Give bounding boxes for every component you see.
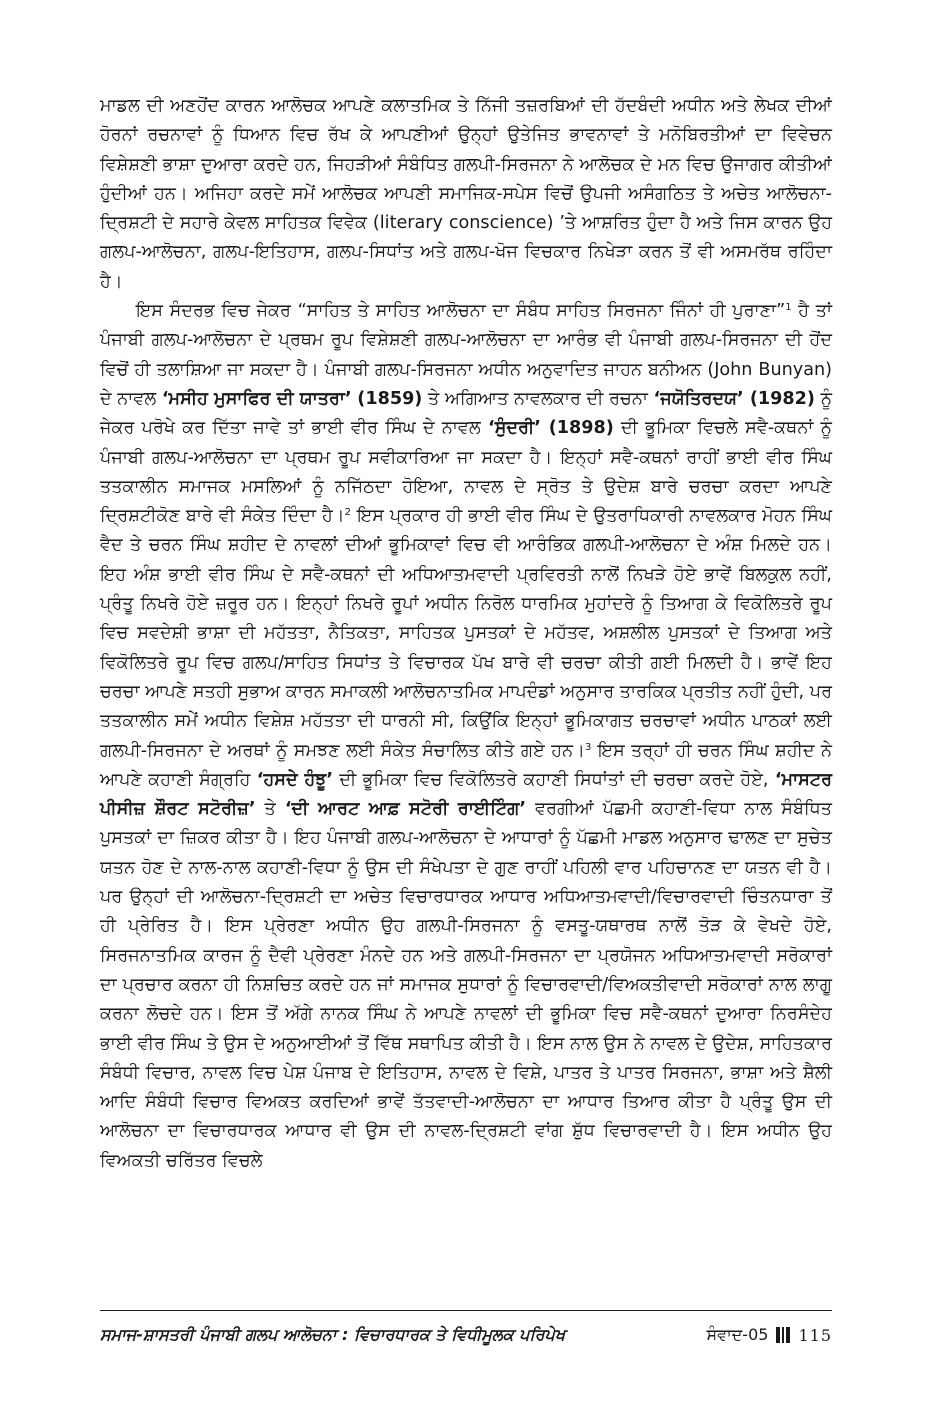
text-run: ਹੈ ਤਾਂ ਪੰਜਾਬੀ ਗਲਪ-ਆਲੋਚਨਾ ਦੇ ਪ੍ਰਥਮ ਰੂਪ ਵਿਸ਼ੇਸ਼ਣੀ ਗਲਪ-ਆਲੋਚਨਾ ਦਾ ਆਰੰਭ ਵੀ ਪੰਜਾਬੀ ਗਲਪ-ਸਿਰਜਨਾ ਦੀ ਹੋਂਦ ਵਿਚੋਂ ਹੀ ਤਲਾਸ਼ਿਆ ਜਾ ਸਕਦਾ ਹੈ। ਪੰਜਾਬੀ ਗਲਪ-ਸਿਰਜਨਾ ਅਧੀਨ ਅਨੁਵਾਦਿਤ ਜਾਹਨ ਬਨੀਅਨ (John Bunyan) ਦੇ ਨਾਵਲ: [100, 301, 833, 409]
text-run: ਨੂੰ ਜੇਕਰ ਪਰੋਖੇ ਕਰ ਦਿੱਤਾ ਜਾਵੇ ਤਾਂ ਭਾਈ ਵੀਰ ਸਿੰਘ ਦੇ ਨਾਵਲ: [100, 388, 832, 439]
book-title-4: ‘ਹਸਦੇ ਹੰਝੂ’: [256, 769, 334, 790]
text-run: ਇਸ ਤਰ੍ਹਾਂ ਹੀ ਚਰਨ ਸਿੰਘ ਸ਼ਹੀਦ ਨੇ ਆਪਣੇ ਕਹਾਣੀ ਸੰਗ੍ਰਹਿ: [100, 740, 832, 790]
footnote-ref-1: 1: [785, 302, 792, 314]
running-title: ਸਮਾਜ-ਸ਼ਾਸਤਰੀ ਪੰਜਾਬੀ ਗਲਪ ਆਲੋਚਨਾ : ਵਿਚਾਰਧਾਰਕ ਤੇ ਵਿਧੀਮੂਲਕ ਪਰਿਪੇਖ: [100, 1325, 566, 1344]
page-footer: [100, 1320, 832, 1350]
body-text: [100, 92, 832, 1176]
text-run: ਤੇ: [255, 799, 285, 820]
paragraph-1: [100, 92, 832, 297]
text-run: ਦੀ ਭੂਮਿਕਾ ਵਿਚ ਵਿਕੋਲਿਤਰੇ ਕਹਾਣੀ ਸਿਧਾਂਤਾਂ ਦੀ ਚਰਚਾ ਕਰਦੇ ਹੋਏ,: [333, 769, 775, 790]
book-title-2: ‘ਜਯੋਤਿਰਦਯ’ (1982): [653, 388, 815, 409]
footer-divider: [100, 1310, 832, 1311]
book-title-1: ‘ਮਸੀਹ ਮੁਸਾਫਿਰ ਦੀ ਯਾਤਰਾ’: [161, 388, 352, 409]
book-title-5: ‘ਮਾਸਟਰ ਪੀਸੀਜ਼ ਸ਼ੌਰਟ ਸਟੋਰੀਜ਼’: [100, 769, 833, 820]
vertical-bars-icon: [776, 1327, 790, 1343]
text-run: ਇਸ ਸੰਦਰਭ ਵਿਚ ਜੇਕਰ “ਸਾਹਿਤ ਤੇ ਸਾਹਿਤ ਆਲੋਚਨਾ ਦਾ ਸੰਬੰਧ ਸਾਹਿਤ ਸਿਰਜਨਾ ਜਿੰਨਾਂ ਹੀ ਪੁਰਾਣਾ”: [136, 301, 786, 322]
page-number: 115: [798, 1325, 832, 1345]
book-title-3: ‘ਸੁੰਦਰੀ’ (1898): [488, 418, 614, 439]
footnote-ref-2: 2: [344, 507, 351, 519]
footer-right: [706, 1325, 832, 1345]
text-run: ਵਰਗੀਆਂ ਪੱਛਮੀ ਕਹਾਣੀ-ਵਿਧਾ ਨਾਲ ਸੰਬੰਧਿਤ ਪੁਸਤਕਾਂ ਦਾ ਜ਼ਿਕਰ ਕੀਤਾ ਹੈ। ਇਹ ਪੰਜਾਬੀ ਗਲਪ-ਆਲੋਚਨਾ ਦੇ ਆਧਾਰਾਂ ਨੂੰ ਪੱਛਮੀ ਮਾਡਲ ਅਨੁਸਾਰ ਢਾਲਣ ਦਾ ਸੁਚੇਤ ਯਤਨ ਹੋਣ ਦੇ ਨਾਲ-ਨਾਲ ਕਹਾਣੀ-ਵਿਧਾ ਨੂੰ ਉਸ ਦੀ ਸੰਖੇਪਤਾ ਦੇ ਗੁਣ ਰਾਹੀਂ ਪਹਿਲੀ ਵਾਰ ਪਹਿਚਾਨਣ ਦਾ ਯਤਨ ਵੀ ਹੈ। ਪਰ ਉਨ੍ਹਾਂ ਦੀ ਆਲੋਚਨਾ-ਦ੍ਰਿਸ਼ਟੀ ਦਾ ਅਚੇਤ ਵਿਚਾਰਧਾਰਕ ਆਧਾਰ ਅਧਿਆਤਮਵਾਦੀ/ਵਿਚਾਰਵਾਦੀ ਚਿੰਤਨਧਾਰਾ ਤੋਂ ਹੀ ਪ੍ਰੇਰਿਤ ਹੈ। ਇਸ ਪ੍ਰੇਰਣਾ ਅਧੀਨ ਉਹ ਗਲਪੀ-ਸਿਰਜਨਾ ਨੂੰ ਵਸਤੂ-ਯਥਾਰਥ ਨਾਲੋਂ ਤੋੜ ਕੇ ਵੇਖਦੇ ਹੋਏ, ਸਿਰਜਨਾਤਮਿਕ ਕਾਰਜ ਨੂੰ ਦੈਵੀ ਪ੍ਰੇਰਣਾ ਮੰਨਦੇ ਹਨ ਅਤੇ ਗਲਪੀ-ਸਿਰਜਨਾ ਦਾ ਪ੍ਰਯੋਜਨ ਅਧਿਆਤਮਵਾਦੀ ਸਰੋਕਾਰਾਂ ਦਾ ਪ੍ਰਚਾਰ ਕਰਨਾ ਹੀ ਨਿਸ਼ਚਿਤ ਕਰਦੇ ਹਨ ਜਾਂ ਸਮਾਜਕ ਸੁਧਾਰਾਂ ਨੂੰ ਵਿਚਾਰਵਾਦੀ/ਵਿਅਕਤੀਵਾਦੀ ਸਰੋਕਾਰਾਂ ਨਾਲ ਲਾਗੂ ਕਰਨਾ ਲੋਚਦੇ ਹਨ। ਇਸ ਤੋਂ ਅੱਗੇ ਨਾਨਕ ਸਿੰਘ ਨੇ ਆਪਣੇ ਨਾਵਲਾਂ ਦੀ ਭੂਮਿਕਾ ਵਿਚ ਸਵੈ-ਕਥਨਾਂ ਦੁਆਰਾ ਨਿਰਸੰਦੇਹ ਭਾਈ ਵੀਰ ਸਿੰਘ ਤੇ ਉਸ ਦੇ ਅਨੁਆਈਆਂ ਤੋਂ ਵਿੱਥ ਸਥਾਪਿਤ ਕੀਤੀ ਹੈ। ਇਸ ਨਾਲ ਉਸ ਨੇ ਨਾਵਲ ਦੇ ਉਦੇਸ਼, ਸਾਹਿਤਕਾਰ ਸੰਬੰਧੀ ਵਿਚਾਰ, ਨਾਵਲ ਵਿਚ ਪੇਸ਼ ਪੰਜਾਬ ਦੇ ਇਤਿਹਾਸ, ਨਾਵਲ ਦੇ ਵਿਸ਼ੇ, ਪਾਤਰ ਤੇ ਪਾਤਰ ਸਿਰਜਨਾ, ਭਾਸ਼ਾ ਅਤੇ ਸ਼ੈਲੀ ਆਦਿ ਸੰਬੰਧੀ ਵਿਚਾਰ ਵਿਅਕਤ ਕਰਦਿਆਂ ਭਾਵੇਂ ਤੱਤਵਾਦੀ-ਆਲੋਚਨਾ ਦਾ ਆਧਾਰ ਤਿਆਰ ਕੀਤਾ ਹੈ ਪ੍ਰੰਤੂ ਉਸ ਦੀ ਆਲੋਚਨਾ ਦਾ ਵਿਚਾਰਧਾਰਕ ਆਧਾਰ ਵੀ ਉਸ ਦੀ ਨਾਵਲ-ਦ੍ਰਿਸ਼ਟੀ ਵਾਂਗ ਸ਼ੁੱਧ ਵਿਚਾਰਵਾਦੀ ਹੈ। ਇਸ ਅਧੀਨ ਉਹ ਵਿਅਕਤੀ ਚਰਿੱਤਰ ਵਿਚਲੇ: [100, 799, 832, 1171]
paragraph-1-text: ਮਾਡਲ ਦੀ ਅਣਹੋਂਦ ਕਾਰਨ ਆਲੋਚਕ ਆਪਣੇ ਕਲਾਤਮਿਕ ਤੇ ਨਿੱਜੀ ਤਜ਼ਰਬਿਆਂ ਦੀ ਹੱਦਬੰਦੀ ਅਧੀਨ ਅਤੇ ਲੇਖਕ ਦੀਆਂ ਹੋਰਨਾਂ ਰਚਨਾਵਾਂ ਨੂੰ ਧਿਆਨ ਵਿਚ ਰੱਖ ਕੇ ਆਪਣੀਆਂ ਉਨ੍ਹਾਂ ਉਤੇਜਿਤ ਭਾਵਨਾਵਾਂ ਤੇ ਮਨੋਬਿਰਤੀਆਂ ਦਾ ਵਿਵੇਚਨ ਵਿਸ਼ੇਸ਼ਣੀ ਭਾਸ਼ਾ ਦੁਆਰਾ ਕਰਦੇ ਹਨ, ਜਿਹੜੀਆਂ ਸੰਬੰਧਿਤ ਗਲਪੀ-ਸਿਰਜਨਾ ਨੇ ਆਲੋਚਕ ਦੇ ਮਨ ਵਿਚ ਉਜਾਗਰ ਕੀਤੀਆਂ ਹੁੰਦੀਆਂ ਹਨ। ਅਜਿਹਾ ਕਰਦੇ ਸਮੇਂ ਆਲੋਚਕ ਆਪਣੀ ਸਮਾਜਿਕ-ਸਪੇਸ ਵਿਚੋਂ ਉਪਜੀ ਅਸੰਗਠਿਤ ਤੇ ਅਚੇਤ ਆਲੋਚਨਾ-ਦ੍ਰਿਸ਼ਟੀ ਦੇ ਸਹਾਰੇ ਕੇਵਲ ਸਾਹਿਤਕ ਵਿਵੇਕ (literary conscience) ’ਤੇ ਆਸ਼ਰਿਤ ਹੁੰਦਾ ਹੈ ਅਤੇ ਜਿਸ ਕਾਰਨ ਉਹ ਗਲਪ-ਆਲੋਚਨਾ, ਗਲਪ-ਇਤਿਹਾਸ, ਗਲਪ-ਸਿਧਾਂਤ ਅਤੇ ਗਲਪ-ਖੋਜ ਵਿਚਕਾਰ ਨਿਖੇੜਾ ਕਰਨ ਤੋਂ ਵੀ ਅਸਮਰੱਥ ਰਹਿੰਦਾ ਹੈ।: [100, 96, 832, 292]
journal-label: ਸੰਵਾਦ-05: [706, 1325, 769, 1344]
text-run: ਤੇ ਅਗਿਆਤ ਨਾਵਲਕਾਰ ਦੀ ਰਚਨਾ: [422, 388, 654, 409]
text-run: ਇਸ ਪ੍ਰਕਾਰ ਹੀ ਭਾਈ ਵੀਰ ਸਿੰਘ ਦੇ ਉਤਰਾਧਿਕਾਰੀ ਨਾਵਲਕਾਰ ਮੋਹਨ ਸਿੰਘ ਵੈਦ ਤੇ ਚਰਨ ਸਿੰਘ ਸ਼ਹੀਦ ਦੇ ਨਾਵਲਾਂ ਦੀਆਂ ਭੂਮਿਕਾਵਾਂ ਵਿਚ ਵੀ ਆਰੰਭਿਕ ਗਲਪੀ-ਆਲੋਚਨਾ ਦੇ ਅੰਸ਼ ਮਿਲਦੇ ਹਨ। ਇਹ ਅੰਸ਼ ਭਾਈ ਵੀਰ ਸਿੰਘ ਦੇ ਸਵੈ-ਕਥਨਾਂ ਦੀ ਅਧਿਆਤਮਵਾਦੀ ਪ੍ਰਵਿਰਤੀ ਨਾਲੋਂ ਨਿਖੜੇ ਹੋਏ ਭਾਵੇਂ ਬਿਲਕੁਲ ਨਹੀਂ, ਪ੍ਰੰਤੂ ਨਿਖਰੇ ਹੋਏ ਜ਼ਰੂਰ ਹਨ। ਇਨ੍ਹਾਂ ਨਿਖਰੇ ਰੂਪਾਂ ਅਧੀਨ ਨਿਰੋਲ ਧਾਰਮਿਕ ਮੁਹਾਂਦਰੇ ਨੂੰ ਤਿਆਗ ਕੇ ਵਿਕੋਲਿਤਰੇ ਰੂਪ ਵਿਚ ਸਵਦੇਸ਼ੀ ਭਾਸ਼ਾ ਦੀ ਮਹੱਤਤਾ, ਨੈਤਿਕਤਾ, ਸਾਹਿਤਕ ਪੁਸਤਕਾਂ ਦੇ ਮਹੱਤਵ, ਅਸ਼ਲੀਲ ਪੁਸਤਕਾਂ ਦੇ ਤਿਆਗ ਅਤੇ ਵਿਕੋਲਿਤਰੇ ਰੂਪ ਵਿਚ ਗਲਪ/ਸਾਹਿਤ ਸਿਧਾਂਤ ਤੇ ਵਿਚਾਰਕ ਪੱਖ ਬਾਰੇ ਵੀ ਚਰਚਾ ਕੀਤੀ ਗਈ ਮਿਲਦੀ ਹੈ। ਭਾਵੇਂ ਇਹ ਚਰਚਾ ਆਪਣੇ ਸਤਹੀ ਸੁਭਾਅ ਕਾਰਨ ਸਮਾਕਲੀ ਆਲੋਚਨਾਤਮਿਕ ਮਾਪਦੰਡਾਂ ਅਨੁਸਾਰ ਤਾਰਕਿਕ ਪ੍ਰਤੀਤ ਨਹੀਂ ਹੁੰਦੀ, ਪਰ ਤਤਕਾਲੀਨ ਸਮੇਂ ਅਧੀਨ ਵਿਸ਼ੇਸ਼ ਮਹੱਤਤਾ ਦੀ ਧਾਰਨੀ ਸੀ, ਕਿਉਂਕਿ ਇਨ੍ਹਾਂ ਭੂਮਿਕਾਗਤ ਚਰਚਾਵਾਂ ਅਧੀਨ ਪਾਠਕਾਂ ਲਈ ਗਲਪੀ-ਸਿਰਜਨਾ ਦੇ ਅਰਥਾਂ ਨੂੰ ਸਮਝਣ ਲਈ ਸੰਕੇਤ ਸੰਚਾਲਿਤ ਕੀਤੇ ਗਏ ਹਨ।: [100, 506, 832, 761]
footnote-ref-3: 3: [584, 741, 592, 753]
text-run: ਦੀ ਭੂਮਿਕਾ ਵਿਚਲੇ ਸਵੈ-ਕਥਨਾਂ ਨੂੰ ਪੰਜਾਬੀ ਗਲਪ-ਆਲੋਚਨਾ ਦਾ ਪ੍ਰਥਮ ਰੂਪ ਸਵੀਕਾਰਿਆ ਜਾ ਸਕਦਾ ਹੈ। ਇਨ੍ਹਾਂ ਸਵੈ-ਕਥਨਾਂ ਰਾਹੀਂ ਭਾਈ ਵੀਰ ਸਿੰਘ ਤਤਕਾਲੀਨ ਸਮਾਜਕ ਮਸਲਿਆਂ ਨੂੰ ਨਜਿੱਠਦਾ ਹੋਇਆ, ਨਾਵਲ ਦੇ ਸ੍ਰੋਤ ਤੇ ਉਦੇਸ਼ ਬਾਰੇ ਚਰਚਾ ਕਰਦਾ ਆਪਣੇ ਦ੍ਰਿਸ਼ਟੀਕੋਣ ਬਾਰੇ ਵੀ ਸੰਕੇਤ ਦਿੰਦਾ ਹੈ।: [100, 418, 832, 527]
paragraph-2: [100, 297, 832, 1176]
book-title-6: ‘ਦੀ ਆਰਟ ਆਫ਼ ਸਟੋਰੀ ਰਾਈਟਿੰਗ’: [284, 799, 527, 820]
book-year-1: (1859): [357, 388, 423, 409]
